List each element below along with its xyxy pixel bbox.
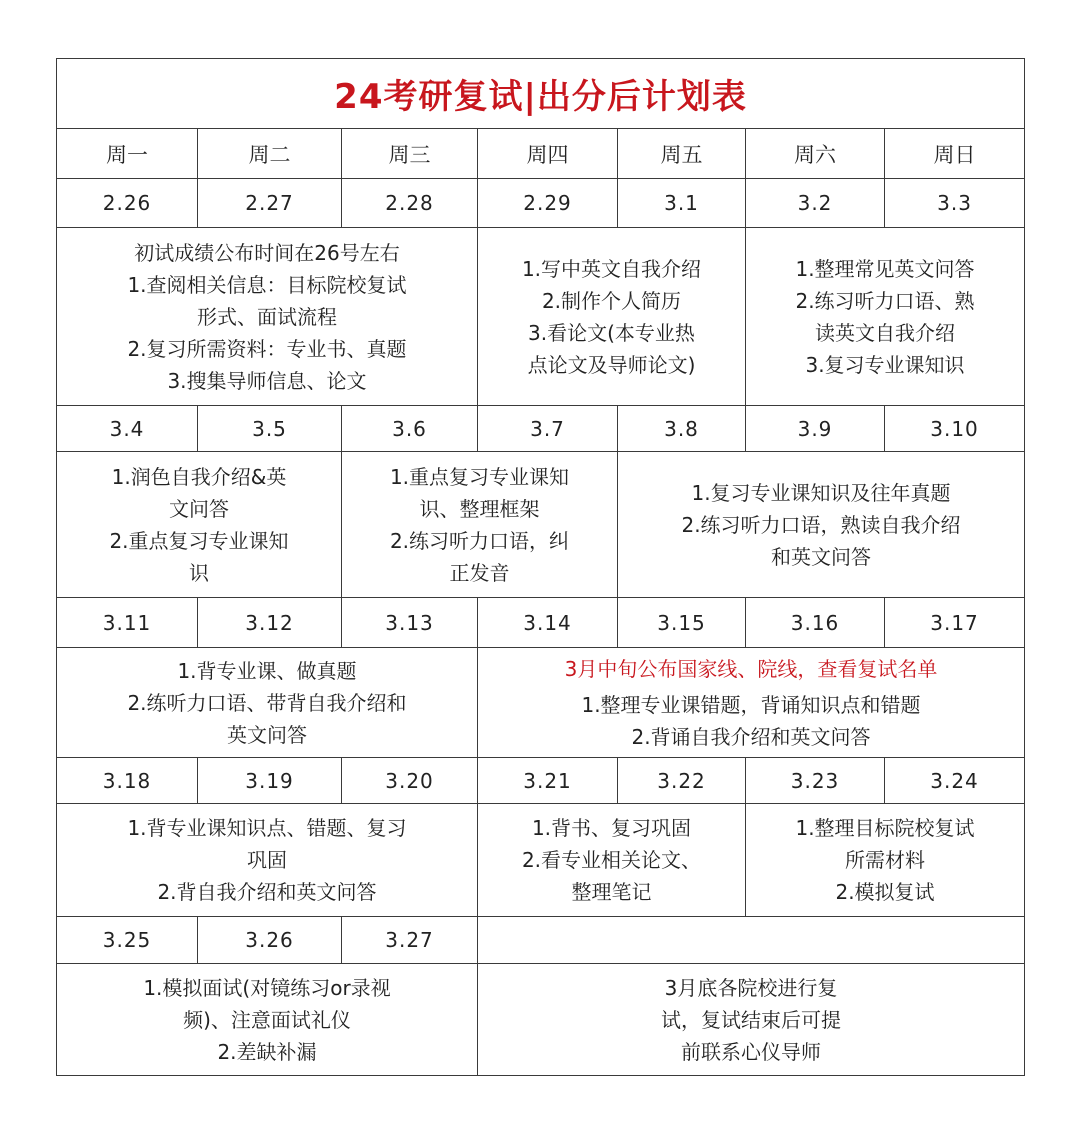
date-row — [57, 758, 1025, 804]
date-cell: 3.27 — [342, 917, 478, 964]
date-cell: 3.15 — [618, 598, 746, 648]
task-line: 1.整理目标院校复试 — [795, 816, 975, 840]
weekday-header: 周四 — [478, 129, 618, 179]
date-cell: 3.7 — [478, 406, 618, 452]
task-line: 2.看专业相关论文、 — [521, 848, 702, 872]
date-cell: 3.16 — [746, 598, 885, 648]
task-line: 整理笔记 — [571, 880, 652, 904]
task-cell — [746, 228, 1025, 406]
date-cell: 3.4 — [57, 406, 198, 452]
task-line: 点论文及导师论文) — [527, 352, 696, 377]
task-line: 频)、注意面试礼仪 — [183, 1007, 351, 1032]
task-line: 形式、面试流程 — [197, 304, 337, 329]
task-line: 1.重点复习专业课知 — [389, 464, 570, 489]
task-cell — [57, 964, 478, 1076]
date-cell: 3.24 — [885, 758, 1025, 804]
task-cell — [57, 228, 478, 406]
date-row — [57, 179, 1025, 228]
task-line: 正发音 — [449, 560, 510, 585]
date-cell: 3.12 — [198, 598, 342, 648]
date-cell: 3.10 — [885, 406, 1025, 452]
date-cell: 3.18 — [57, 758, 198, 804]
task-cell — [57, 452, 342, 598]
task-line: 2.背诵自我介绍和英文问答 — [631, 724, 871, 749]
highlight-note: 3月中旬公布国家线、院线，查看复试名单 — [564, 656, 938, 681]
task-cell — [618, 452, 1025, 598]
date-cell: 2.27 — [198, 179, 342, 228]
task-line: 识、整理框架 — [419, 496, 540, 521]
task-line: 所需材料 — [845, 848, 926, 872]
task-line: 和英文问答 — [771, 544, 872, 569]
task-line: 2.练习听力口语，熟读自我介绍 — [681, 512, 961, 537]
task-line: 前联系心仪导师 — [681, 1039, 822, 1064]
task-line: 读英文自我介绍 — [815, 320, 956, 345]
task-cell — [57, 648, 478, 758]
plan-table — [56, 58, 1025, 1076]
date-cell: 3.8 — [618, 406, 746, 452]
weekday-header: 周日 — [885, 129, 1025, 179]
task-line: 1.模拟面试(对镜练习or录视 — [143, 975, 391, 1000]
task-line: 1.查阅相关信息：目标院校复试 — [127, 272, 407, 297]
title-row — [57, 59, 1025, 129]
task-line: 文问答 — [169, 496, 229, 521]
task-cell — [57, 804, 478, 917]
date-cell: 2.26 — [57, 179, 198, 228]
date-cell: 3.9 — [746, 406, 885, 452]
task-line: 1.写中英文自我介绍 — [521, 256, 702, 281]
task-line: 1.复习专业课知识及往年真题 — [691, 480, 951, 505]
task-cell — [478, 648, 1025, 758]
task-line: 英文问答 — [227, 722, 307, 747]
task-cell — [746, 804, 1025, 917]
task-row — [57, 452, 1025, 598]
date-cell: 3.6 — [342, 406, 478, 452]
task-row — [57, 228, 1025, 406]
date-cell: 3.2 — [746, 179, 885, 228]
date-row — [57, 917, 1025, 964]
task-line: 3月底各院校进行复 — [664, 975, 838, 1000]
task-line: 2.制作个人简历 — [541, 288, 682, 313]
date-cell: 3.21 — [478, 758, 618, 804]
date-cell: 3.14 — [478, 598, 618, 648]
task-line: 2.背自我介绍和英文问答 — [157, 880, 377, 904]
task-line: 1.背专业课、做真题 — [177, 658, 357, 683]
date-cell: 3.22 — [618, 758, 746, 804]
date-cell: 3.17 — [885, 598, 1025, 648]
task-line: 1.背书、复习巩固 — [531, 816, 692, 840]
weekday-header: 周一 — [57, 129, 198, 179]
date-row — [57, 406, 1025, 452]
date-cell: 3.11 — [57, 598, 198, 648]
weekday-header: 周二 — [198, 129, 342, 179]
date-cell: 2.28 — [342, 179, 478, 228]
task-cell — [342, 452, 618, 598]
task-row — [57, 964, 1025, 1076]
date-cell: 3.26 — [198, 917, 342, 964]
date-cell: 3.3 — [885, 179, 1025, 228]
task-line: 1.整理专业课错题，背诵知识点和错题 — [581, 692, 921, 717]
task-line: 2.练听力口语、带背自我介绍和 — [127, 690, 407, 715]
date-cell: 3.20 — [342, 758, 478, 804]
task-cell — [478, 804, 746, 917]
task-line: 试，复试结束后可提 — [661, 1007, 842, 1032]
weekday-header: 周三 — [342, 129, 478, 179]
task-line: 2.模拟复试 — [835, 880, 935, 904]
task-line: 2.复习所需资料：专业书、真题 — [127, 336, 407, 361]
date-cell: 3.25 — [57, 917, 198, 964]
task-line: 2.练习听力口语、熟 — [795, 288, 975, 313]
task-cell — [478, 228, 746, 406]
task-line: 1.背专业课知识点、错题、复习 — [127, 816, 407, 840]
task-line: 识 — [189, 560, 209, 585]
weekday-header: 周五 — [618, 129, 746, 179]
page-title: 24考研复试|出分后计划表 — [57, 59, 1025, 129]
empty-date-cell — [478, 917, 1025, 964]
date-cell: 3.1 — [618, 179, 746, 228]
task-line: 2.练习听力口语，纠 — [389, 528, 570, 553]
date-cell: 3.23 — [746, 758, 885, 804]
date-cell: 3.13 — [342, 598, 478, 648]
task-line: 3.复习专业课知识 — [805, 352, 965, 377]
task-line: 1.润色自我介绍&英 — [111, 464, 287, 489]
task-line: 1.整理常见英文问答 — [795, 256, 975, 281]
date-cell: 2.29 — [478, 179, 618, 228]
task-line: 巩固 — [247, 848, 287, 872]
task-line: 3.搜集导师信息、论文 — [167, 368, 367, 393]
date-cell: 3.5 — [198, 406, 342, 452]
weekday-header: 周六 — [746, 129, 885, 179]
task-line: 初试成绩公布时间在26号左右 — [134, 240, 400, 265]
date-cell: 3.19 — [198, 758, 342, 804]
task-row — [57, 804, 1025, 917]
task-cell — [478, 964, 1025, 1076]
weekday-row — [57, 129, 1025, 179]
task-line: 3.看论文(本专业热 — [528, 320, 695, 345]
task-line: 2.差缺补漏 — [217, 1039, 317, 1064]
task-row — [57, 648, 1025, 758]
task-line: 2.重点复习专业课知 — [109, 528, 289, 553]
date-row — [57, 598, 1025, 648]
